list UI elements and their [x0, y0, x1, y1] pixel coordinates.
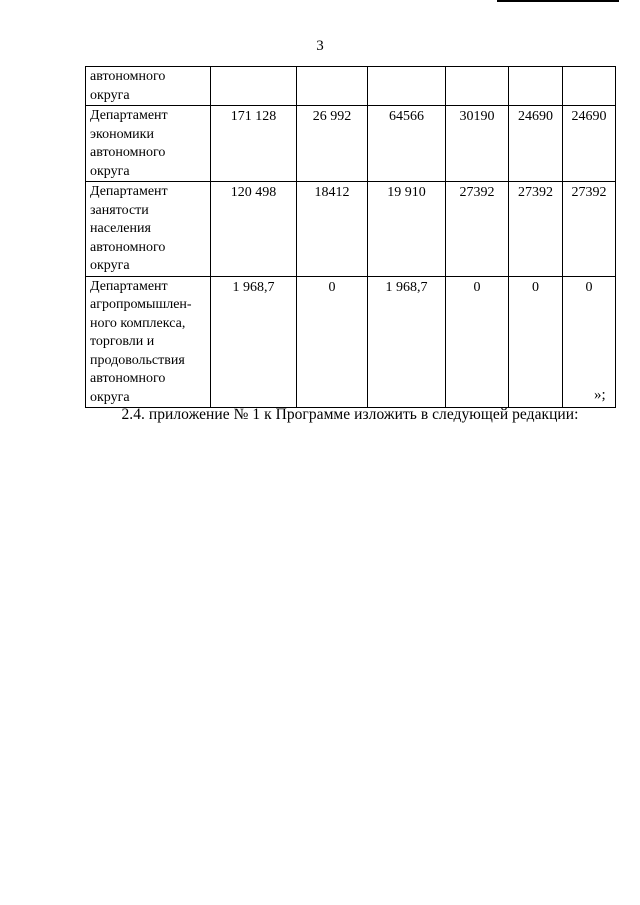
- department-cell: Департамент агропромышлен- ного комплекса, торговли и продовольствия автономного округа: [86, 276, 211, 408]
- value-cell: 27392: [446, 182, 509, 277]
- value-cell: 18412: [297, 182, 368, 277]
- value-cell: 19 910: [368, 182, 446, 277]
- value-cell: 30190: [446, 106, 509, 182]
- value-cell: 0: [446, 276, 509, 408]
- closing-quote: »;: [594, 387, 606, 403]
- value-cell: [368, 67, 446, 106]
- value-cell: 0: [509, 276, 563, 408]
- value-cell: [446, 67, 509, 106]
- value-cell: 120 498: [211, 182, 297, 277]
- value-cell: [563, 67, 616, 106]
- value-cell: 64566: [368, 106, 446, 182]
- value-cell: 0: [297, 276, 368, 408]
- department-cell: Департамент занятости населения автономного округа: [86, 182, 211, 277]
- department-cell: автономного округа: [86, 67, 211, 106]
- value-cell: [211, 67, 297, 106]
- table-row: [86, 182, 616, 277]
- table-row: [86, 106, 616, 182]
- value-cell: 1 968,7: [211, 276, 297, 408]
- header-rule: [497, 0, 619, 2]
- value-cell: 171 128: [211, 106, 297, 182]
- budget-table: [85, 66, 616, 408]
- page-number: 3: [316, 38, 324, 54]
- value-cell: 24690: [563, 106, 616, 182]
- value-cell: 26 992: [297, 106, 368, 182]
- amendment-paragraph: 2.4. приложение № 1 к Программе изложить в следующей редакции:: [121, 406, 579, 423]
- value-cell: 27392: [509, 182, 563, 277]
- table-row: [86, 276, 616, 408]
- value-cell: 24690: [509, 106, 563, 182]
- table-row: [86, 67, 616, 106]
- value-cell: [297, 67, 368, 106]
- department-cell: Департамент экономики автономного округа: [86, 106, 211, 182]
- value-cell: 0: [563, 276, 616, 408]
- value-cell: 27392: [563, 182, 616, 277]
- value-cell: [509, 67, 563, 106]
- value-cell: 1 968,7: [368, 276, 446, 408]
